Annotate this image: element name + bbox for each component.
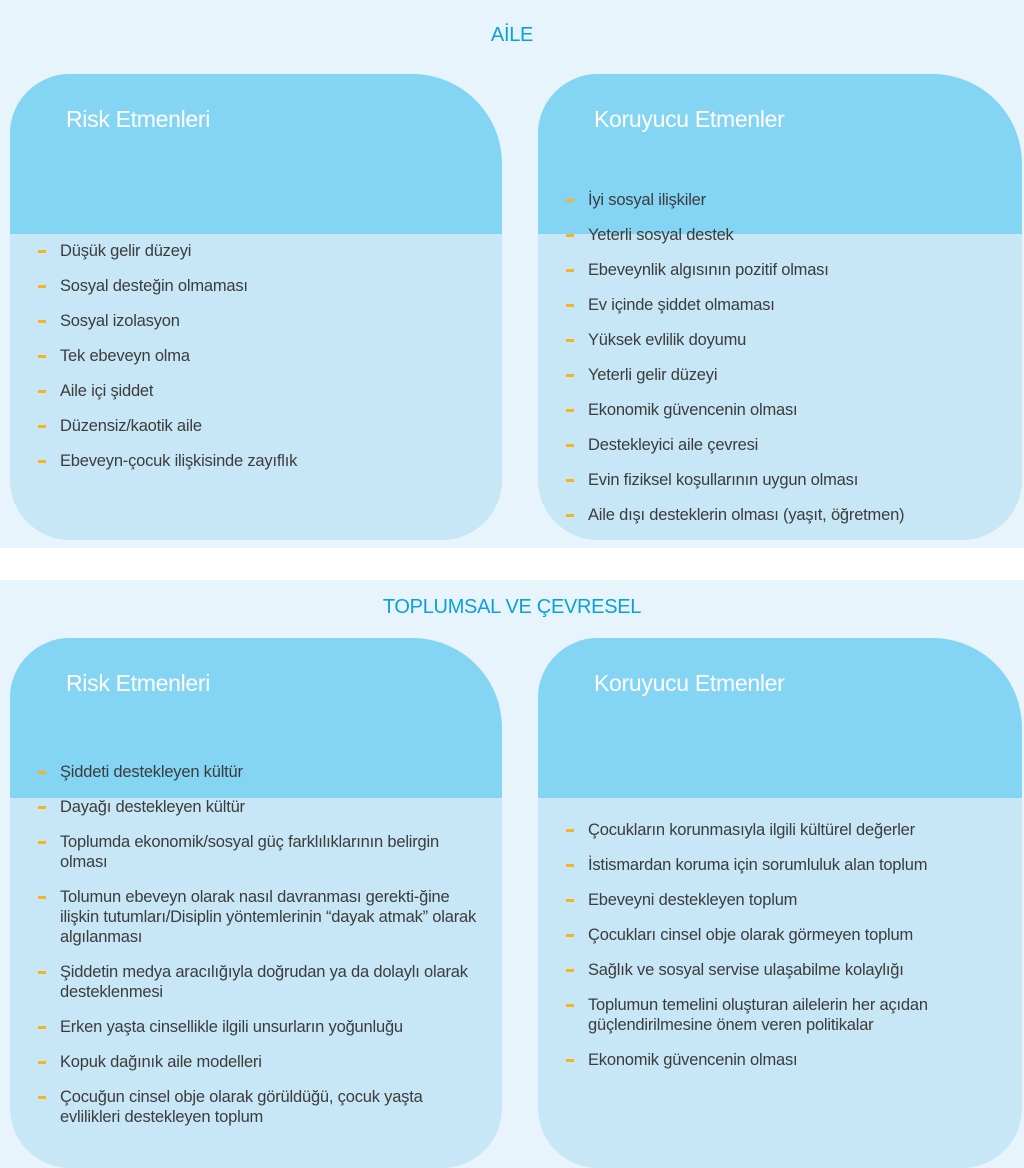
section-toplumsal	[0, 580, 1024, 1168]
list-item	[10, 1017, 482, 1037]
list-item	[10, 381, 482, 401]
bullet-dash-icon	[566, 1004, 574, 1007]
bullet-dash-icon	[38, 896, 46, 899]
bullet-dash-icon	[38, 771, 46, 774]
list-item	[10, 311, 482, 331]
bullet-dash-icon	[38, 250, 46, 253]
bullet-dash-icon	[38, 390, 46, 393]
list-item	[538, 295, 1002, 315]
bullet-dash-icon	[38, 320, 46, 323]
bullet-dash-icon	[566, 934, 574, 937]
bullet-dash-icon	[38, 1026, 46, 1029]
bullet-dash-icon	[38, 355, 46, 358]
list-item-text: Düzensiz/kaotik aile	[60, 417, 202, 435]
list-item	[538, 190, 1002, 210]
bullet-dash-icon	[566, 374, 574, 377]
risk-list	[10, 241, 482, 486]
list-item	[538, 960, 1002, 980]
card-title: Koruyucu Etmenler	[594, 106, 785, 132]
bullet-dash-icon	[566, 234, 574, 237]
list-item	[538, 890, 1002, 910]
bullet-dash-icon	[38, 1061, 46, 1064]
list-item	[538, 365, 1002, 385]
list-item-text: Aile dışı desteklerin olması (yaşıt, öğretmen)	[588, 506, 905, 524]
protective-list	[538, 820, 1002, 1085]
list-item	[10, 887, 482, 947]
list-item	[538, 925, 1002, 945]
bullet-dash-icon	[566, 409, 574, 412]
bullet-dash-icon	[38, 971, 46, 974]
bullet-dash-icon	[566, 899, 574, 902]
list-item	[10, 1087, 482, 1127]
protective-list	[538, 190, 1002, 540]
list-item-text: İyi sosyal ilişkiler	[588, 191, 706, 209]
list-item	[538, 1050, 1002, 1070]
risk-card	[10, 638, 502, 1168]
list-item	[10, 962, 482, 1002]
protective-card	[538, 638, 1022, 1168]
bullet-dash-icon	[566, 864, 574, 867]
bullet-dash-icon	[38, 841, 46, 844]
bullet-dash-icon	[38, 460, 46, 463]
list-item-text: Şiddeti destekleyen kültür	[60, 763, 243, 781]
bullet-dash-icon	[566, 444, 574, 447]
list-item-text: Aile içi şiddet	[60, 382, 154, 400]
card-header-band	[10, 74, 502, 234]
list-item-text: Çocuğun cinsel obje olarak görüldüğü, çocuk yaşta evlilikleri destekleyen toplum	[60, 1088, 423, 1126]
list-item	[538, 260, 1002, 280]
bullet-dash-icon	[566, 829, 574, 832]
list-item	[538, 505, 1002, 525]
card-title: Risk Etmenleri	[66, 670, 211, 696]
list-item	[538, 400, 1002, 420]
list-item-text: Yeterli sosyal destek	[588, 226, 734, 244]
list-item-text: Çocukları cinsel obje olarak görmeyen toplum	[588, 926, 914, 944]
list-item	[538, 330, 1002, 350]
risk-card	[10, 74, 502, 540]
list-item-text: Tek ebeveyn olma	[60, 347, 190, 365]
bullet-dash-icon	[38, 1096, 46, 1099]
list-item	[538, 820, 1002, 840]
card-title: Koruyucu Etmenler	[594, 670, 785, 696]
bullet-dash-icon	[566, 304, 574, 307]
list-item	[10, 276, 482, 296]
list-item-text: Tolumun ebeveyn olarak nasıl davranması gerekti-ğine ilişkin tutumları/Disiplin yöntemlerinin “dayak atmak” olarak algılanması	[60, 888, 477, 946]
bullet-dash-icon	[38, 806, 46, 809]
list-item-text: Ebeveynlik algısının pozitif olması	[588, 261, 829, 279]
list-item	[10, 762, 482, 782]
list-item-text: İstismardan koruma için sorumluluk alan toplum	[588, 856, 928, 874]
bullet-dash-icon	[566, 199, 574, 202]
list-item	[538, 470, 1002, 490]
protective-card	[538, 74, 1022, 540]
list-item-text: Çocukların korunmasıyla ilgili kültürel değerler	[588, 821, 915, 839]
list-item-text: Dayağı destekleyen kültür	[60, 798, 245, 816]
list-item-text: Ebeveyn-çocuk ilişkisinde zayıflık	[60, 452, 298, 470]
list-item	[538, 855, 1002, 875]
list-item	[10, 346, 482, 366]
list-item-text: Toplumda ekonomik/sosyal güç farklılıklarının belirgin olması	[60, 833, 439, 871]
card-header-band	[538, 638, 1022, 798]
section-title: AİLE	[490, 24, 534, 46]
bullet-dash-icon	[38, 285, 46, 288]
list-item	[10, 241, 482, 261]
list-item	[538, 995, 1002, 1035]
list-item-text: Kopuk dağınık aile modelleri	[60, 1053, 262, 1071]
list-item-text: Sosyal desteğin olmaması	[60, 277, 248, 295]
list-item-text: Ekonomik güvencenin olması	[588, 401, 798, 419]
bullet-dash-icon	[566, 479, 574, 482]
section-title: TOPLUMSAL VE ÇEVRESEL	[382, 596, 642, 618]
list-item-text: Destekleyici aile çevresi	[588, 436, 759, 454]
list-item-text: Düşük gelir düzeyi	[60, 242, 192, 260]
bullet-dash-icon	[566, 514, 574, 517]
list-item-text: Sosyal izolasyon	[60, 312, 180, 330]
list-item-text: Ev içinde şiddet olmaması	[588, 296, 775, 314]
list-item	[10, 832, 482, 872]
list-item	[10, 797, 482, 817]
list-item-text: Evin fiziksel koşullarının uygun olması	[588, 471, 859, 489]
list-item-text: Ebeveyni destekleyen toplum	[588, 891, 798, 909]
list-item	[538, 225, 1002, 245]
list-item-text: Yüksek evlilik doyumu	[588, 331, 747, 349]
list-item	[10, 451, 482, 471]
bullet-dash-icon	[566, 339, 574, 342]
list-item	[10, 416, 482, 436]
bullet-dash-icon	[566, 969, 574, 972]
list-item	[10, 1052, 482, 1072]
list-item-text: Toplumun temelini oluşturan ailelerin her açıdan güçlendirilmesine önem veren politikalar	[588, 996, 928, 1034]
list-item	[538, 435, 1002, 455]
list-item-text: Şiddetin medya aracılığıyla doğrudan ya da dolaylı olarak desteklenmesi	[60, 963, 468, 1001]
bullet-dash-icon	[566, 269, 574, 272]
bullet-dash-icon	[38, 425, 46, 428]
bullet-dash-icon	[566, 1059, 574, 1062]
card-title: Risk Etmenleri	[66, 106, 211, 132]
list-item-text: Ekonomik güvencenin olması	[588, 1051, 798, 1069]
list-item-text: Sağlık ve sosyal servise ulaşabilme kolaylığı	[588, 961, 904, 979]
list-item-text: Yeterli gelir düzeyi	[588, 366, 718, 384]
section-aile	[0, 0, 1024, 548]
list-item-text: Erken yaşta cinsellikle ilgili unsurların yoğunluğu	[60, 1018, 403, 1036]
risk-list	[10, 762, 482, 1142]
